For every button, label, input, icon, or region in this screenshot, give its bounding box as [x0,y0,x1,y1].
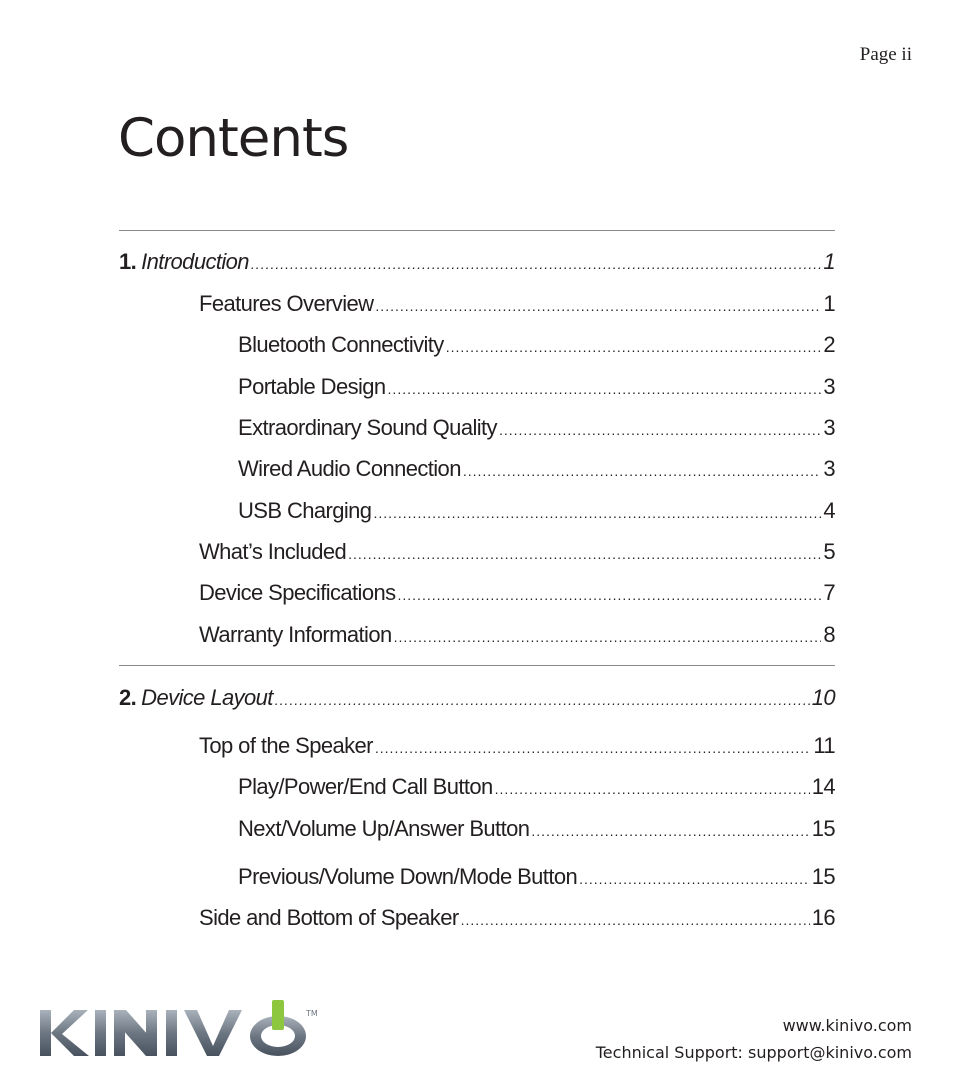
toc-page-number: 11 [813,733,835,758]
toc-page-number: 16 [811,905,835,930]
toc-page-number: 3 [823,415,835,440]
toc-entry-top-of-the-speaker[interactable] [0,732,835,762]
top-divider [119,230,835,231]
page-title: Contents [118,108,349,169]
toc-page-number: 1 [823,291,835,316]
toc-page-number: 3 [823,374,835,399]
toc-leader-dots [275,686,810,714]
toc-section-number: 1. [119,249,137,274]
toc-leader-dots [251,250,821,278]
toc-entry-features-overview[interactable] [0,290,835,320]
section-divider [119,665,835,666]
toc-entry-next-volume-up-answer-button[interactable] [0,815,835,845]
toc-entry-title: Warranty Information [199,622,392,647]
kinivo-logo [40,998,330,1062]
toc-section-title: Introduction [141,249,249,274]
toc-entry-previous-volume-down-mode-button[interactable] [0,863,835,893]
toc-page-number: 15 [811,816,835,841]
logo-letter-i-2 [166,1010,177,1056]
toc-leader-dots [531,817,809,845]
toc-section-device-layout[interactable] [0,684,835,714]
toc-entry-title: Device Specifications [199,580,396,605]
toc-page-number: 3 [823,456,835,481]
toc-entry-portable-design[interactable] [0,373,835,403]
toc-entry-warranty-information[interactable] [0,621,835,651]
logo-letter-o [250,1000,306,1056]
toc-entry-title: Wired Audio Connection [238,456,461,481]
toc-entry-title: Extraordinary Sound Quality [238,415,497,440]
toc-leader-dots [373,499,821,527]
toc-entry-title: USB Charging [238,498,372,523]
footer-contact [596,1012,912,1066]
logo-letter-k [40,1010,89,1056]
toc-entry-side-and-bottom-of-speaker[interactable] [0,904,835,934]
page-number-label: Page ii [859,44,912,65]
toc-leader-dots [375,734,811,762]
toc-leader-dots [398,581,822,609]
toc-section-title: Device Layout [141,685,273,710]
toc-leader-dots [495,775,810,803]
toc-entry-title: Features Overview [199,291,374,316]
toc-entry-title: Top of the Speaker [199,733,373,758]
toc-entry-play-power-end-call-button[interactable] [0,773,835,803]
toc-leader-dots [446,333,822,361]
toc-leader-dots [348,540,821,568]
footer-website[interactable]: www.kinivo.com [782,1016,912,1035]
toc-entry-title: Bluetooth Connectivity [238,332,444,357]
logo-letter-n [114,1010,157,1056]
toc-entry-title: Portable Design [238,374,386,399]
toc-leader-dots [463,457,822,485]
toc-page-number: 5 [823,539,835,564]
toc-entry-title: Play/Power/End Call Button [238,774,493,799]
toc-entry-bluetooth-connectivity[interactable] [0,331,835,361]
toc-page-number: 14 [811,774,835,799]
toc-leader-dots [388,375,822,403]
toc-entry-device-specifications[interactable] [0,579,835,609]
toc-leader-dots [394,623,822,651]
toc-leader-dots [461,906,810,934]
toc-page-number: 10 [811,685,835,710]
toc-entry-usb-charging[interactable] [0,497,835,527]
toc-section-number: 2. [119,685,137,710]
toc-entry-title: What’s Included [199,539,347,564]
footer-support[interactable]: Technical Support: support@kinivo.com [595,1043,912,1062]
toc-page-number: 2 [823,332,835,357]
toc-page-number: 1 [823,249,835,274]
toc-entry-wired-audio-connection[interactable] [0,455,835,485]
trademark-symbol: TM [306,1009,318,1018]
toc-page-number: 8 [823,622,835,647]
toc-entry-whats-included[interactable] [0,538,835,568]
toc-leader-dots [375,292,821,320]
toc-entry-title: Next/Volume Up/Answer Button [238,816,530,841]
toc-leader-dots [499,416,821,444]
toc-entry-title: Side and Bottom of Speaker [199,905,459,930]
power-icon [272,1000,284,1030]
toc-section-introduction[interactable] [0,248,835,278]
logo-letter-i [95,1010,106,1056]
toc-page-number: 15 [811,864,835,889]
toc-entry-extraordinary-sound-quality[interactable] [0,414,835,444]
logo-letter-v [184,1010,242,1056]
toc-page-number: 4 [823,498,835,523]
toc-page-number: 7 [823,580,835,605]
toc-entry-title: Previous/Volume Down/Mode Button [238,864,578,889]
toc-leader-dots [579,865,810,893]
